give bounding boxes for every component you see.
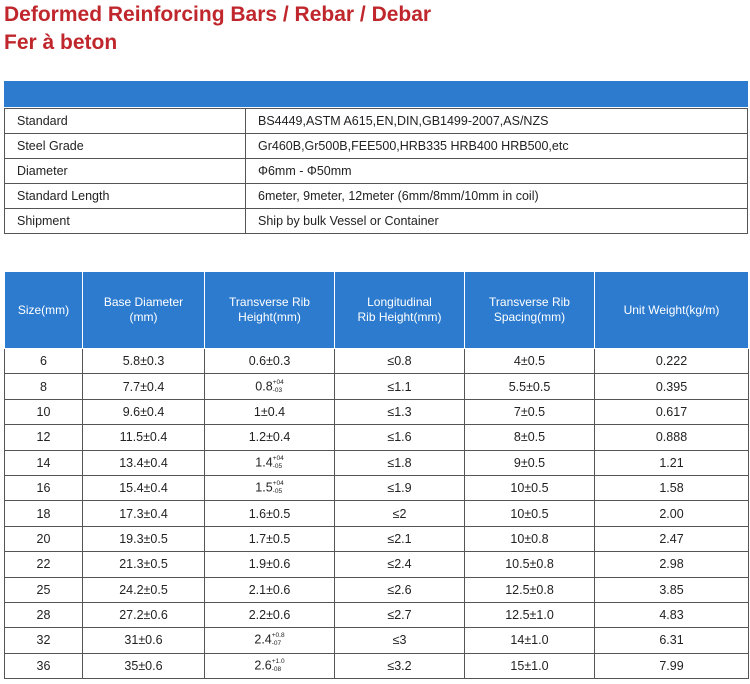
cell-rib (205, 501, 335, 526)
cell-base: 11.5±0.4 (83, 425, 205, 450)
cell-weight: 6.31 (595, 628, 749, 653)
cell-long: ≤2.4 (335, 552, 465, 577)
tolerance-upper: +04 (272, 454, 284, 462)
rib-height-value: 0.8 (255, 378, 273, 393)
cell-spacing: 14±1.0 (465, 628, 595, 653)
cell-size: 8 (5, 374, 83, 399)
tolerance-upper: +04 (272, 480, 284, 488)
cell-spacing: 15±1.0 (465, 653, 595, 678)
column-header (465, 272, 595, 349)
cell-spacing: 10.5±0.8 (465, 552, 595, 577)
rib-height-value: 1.6±0.5 (248, 506, 291, 521)
page-subtitle: Fer à beton (4, 31, 118, 54)
cell-size: 18 (5, 501, 83, 526)
cell-long: ≤1.9 (335, 475, 465, 500)
cell-spacing: 4±0.5 (465, 349, 595, 374)
cell-weight: 2.00 (595, 501, 749, 526)
tolerance-lower: -05 (272, 462, 283, 470)
table-row (5, 501, 749, 526)
cell-weight: 1.58 (595, 475, 749, 500)
table-row (5, 425, 749, 450)
cell-weight: 2.98 (595, 552, 749, 577)
cell-size: 28 (5, 602, 83, 627)
table-row (5, 349, 749, 374)
spec-label: Shipment (5, 209, 246, 234)
cell-weight: 0.617 (595, 399, 749, 424)
cell-base: 31±0.6 (83, 628, 205, 653)
cell-long: ≤1.1 (335, 374, 465, 399)
tolerance (273, 455, 284, 471)
cell-size: 12 (5, 425, 83, 450)
cell-long: ≤2 (335, 501, 465, 526)
cell-weight: 1.21 (595, 450, 749, 475)
column-header-line1: Longitudinal (367, 295, 432, 309)
table-row (5, 602, 749, 627)
cell-rib (205, 475, 335, 500)
spec-table-header-bar (4, 81, 748, 107)
tolerance (272, 658, 285, 674)
spec-row (5, 109, 748, 134)
cell-rib (205, 526, 335, 551)
spec-value: Ship by bulk Vessel or Container (246, 209, 748, 234)
column-header-line1: Size(mm) (17, 302, 70, 317)
cell-spacing: 10±0.8 (465, 526, 595, 551)
cell-base: 9.6±0.4 (83, 399, 205, 424)
spec-row (5, 209, 748, 234)
cell-size: 22 (5, 552, 83, 577)
table-row (5, 628, 749, 653)
cell-long: ≤2.6 (335, 577, 465, 602)
cell-long: ≤1.3 (335, 399, 465, 424)
spec-label: Diameter (5, 159, 246, 184)
column-header-line1: Unit Weight(kg/m) (623, 302, 720, 317)
cell-size: 16 (5, 475, 83, 500)
spec-label: Standard Length (5, 184, 246, 209)
cell-base: 7.7±0.4 (83, 374, 205, 399)
cell-long: ≤1.6 (335, 425, 465, 450)
tolerance-lower: -08 (271, 665, 282, 673)
cell-base: 24.2±0.5 (83, 577, 205, 602)
table-row (5, 374, 749, 399)
cell-long: ≤1.8 (335, 450, 465, 475)
cell-rib (205, 425, 335, 450)
cell-long: ≤3.2 (335, 653, 465, 678)
cell-long: ≤0.8 (335, 349, 465, 374)
column-header (83, 272, 205, 349)
table-row (5, 577, 749, 602)
spec-value: 6meter, 9meter, 12meter (6mm/8mm/10mm in coil) (246, 184, 748, 209)
cell-size: 6 (5, 349, 83, 374)
cell-weight: 0.888 (595, 425, 749, 450)
cell-spacing: 10±0.5 (465, 475, 595, 500)
column-header-line1: Transverse Rib (489, 295, 570, 309)
spec-table (4, 108, 748, 234)
rib-height-value: 2.4 (254, 632, 272, 647)
cell-base: 15.4±0.4 (83, 475, 205, 500)
rib-height-value: 1.5 (255, 480, 273, 495)
tolerance-lower: -03 (272, 386, 283, 394)
column-header (205, 272, 335, 349)
cell-long: ≤2.7 (335, 602, 465, 627)
cell-weight: 0.222 (595, 349, 749, 374)
rib-height-value: 1.7±0.5 (248, 531, 291, 546)
cell-rib (205, 577, 335, 602)
page-title: Deformed Reinforcing Bars / Rebar / Debar (4, 3, 432, 26)
spec-label: Standard (5, 109, 246, 134)
cell-base: 13.4±0.4 (83, 450, 205, 475)
cell-spacing: 12.5±1.0 (465, 602, 595, 627)
cell-size: 20 (5, 526, 83, 551)
tolerance-upper: +1.0 (271, 657, 285, 665)
table-row (5, 450, 749, 475)
column-header (5, 272, 83, 349)
cell-spacing: 7±0.5 (465, 399, 595, 424)
cell-base: 35±0.6 (83, 653, 205, 678)
cell-spacing: 5.5±0.5 (465, 374, 595, 399)
cell-size: 14 (5, 450, 83, 475)
rib-height-value: 1.4 (255, 455, 273, 470)
cell-size: 10 (5, 399, 83, 424)
cell-rib (205, 653, 335, 678)
cell-base: 17.3±0.4 (83, 501, 205, 526)
tolerance (273, 379, 284, 395)
rib-height-value: 1.2±0.4 (248, 430, 291, 445)
cell-size: 36 (5, 653, 83, 678)
column-header-line1: Base Diameter (103, 295, 184, 309)
cell-spacing: 12.5±0.8 (465, 577, 595, 602)
cell-rib (205, 374, 335, 399)
cell-weight: 4.83 (595, 602, 749, 627)
cell-base: 21.3±0.5 (83, 552, 205, 577)
cell-long: ≤2.1 (335, 526, 465, 551)
table-row (5, 399, 749, 424)
cell-weight: 2.47 (595, 526, 749, 551)
cell-rib (205, 450, 335, 475)
rib-height-value: 2.6 (254, 658, 272, 673)
table-row (5, 475, 749, 500)
column-header (335, 272, 465, 349)
cell-weight: 7.99 (595, 653, 749, 678)
cell-spacing: 8±0.5 (465, 425, 595, 450)
table-row (5, 526, 749, 551)
column-header-line2: Height(mm) (238, 310, 301, 324)
cell-size: 25 (5, 577, 83, 602)
column-header-line1: Transverse Rib (229, 295, 310, 309)
cell-rib (205, 552, 335, 577)
cell-base: 27.2±0.6 (83, 602, 205, 627)
spec-value: Φ6mm - Φ50mm (246, 159, 748, 184)
cell-weight: 3.85 (595, 577, 749, 602)
column-header-line2: Rib Height(mm) (357, 310, 442, 324)
spec-label: Steel Grade (5, 134, 246, 159)
cell-rib (205, 399, 335, 424)
table-row (5, 653, 749, 678)
rib-height-value: 1.9±0.6 (248, 557, 291, 572)
cell-base: 19.3±0.5 (83, 526, 205, 551)
tolerance-lower: -07 (271, 640, 282, 648)
spec-value: BS4449,ASTM A615,EN,DIN,GB1499-2007,AS/NZS (246, 109, 748, 134)
spec-row (5, 134, 748, 159)
size-table-header-row (5, 272, 749, 349)
cell-rib (205, 602, 335, 627)
table-row (5, 552, 749, 577)
rib-height-value: 2.1±0.6 (248, 582, 291, 597)
tolerance (273, 480, 284, 496)
tolerance (272, 632, 285, 648)
size-table (4, 271, 749, 679)
rib-height-value: 0.6±0.3 (248, 354, 291, 369)
cell-long: ≤3 (335, 628, 465, 653)
spec-value: Gr460B,Gr500B,FEE500,HRB335 HRB400 HRB500,etc (246, 134, 748, 159)
tolerance-lower: -05 (272, 488, 283, 496)
column-header (595, 272, 749, 349)
spec-row (5, 159, 748, 184)
column-header-line2: Spacing(mm) (493, 310, 566, 324)
cell-rib (205, 628, 335, 653)
cell-spacing: 10±0.5 (465, 501, 595, 526)
rib-height-value: 1±0.4 (253, 404, 286, 419)
column-header-line2: (mm) (129, 310, 158, 324)
cell-base: 5.8±0.3 (83, 349, 205, 374)
cell-rib (205, 349, 335, 374)
tolerance-upper: +04 (272, 378, 284, 386)
cell-weight: 0.395 (595, 374, 749, 399)
tolerance-upper: +0.8 (271, 632, 285, 640)
spec-row (5, 184, 748, 209)
rib-height-value: 2.2±0.6 (248, 608, 291, 623)
cell-size: 32 (5, 628, 83, 653)
cell-spacing: 9±0.5 (465, 450, 595, 475)
